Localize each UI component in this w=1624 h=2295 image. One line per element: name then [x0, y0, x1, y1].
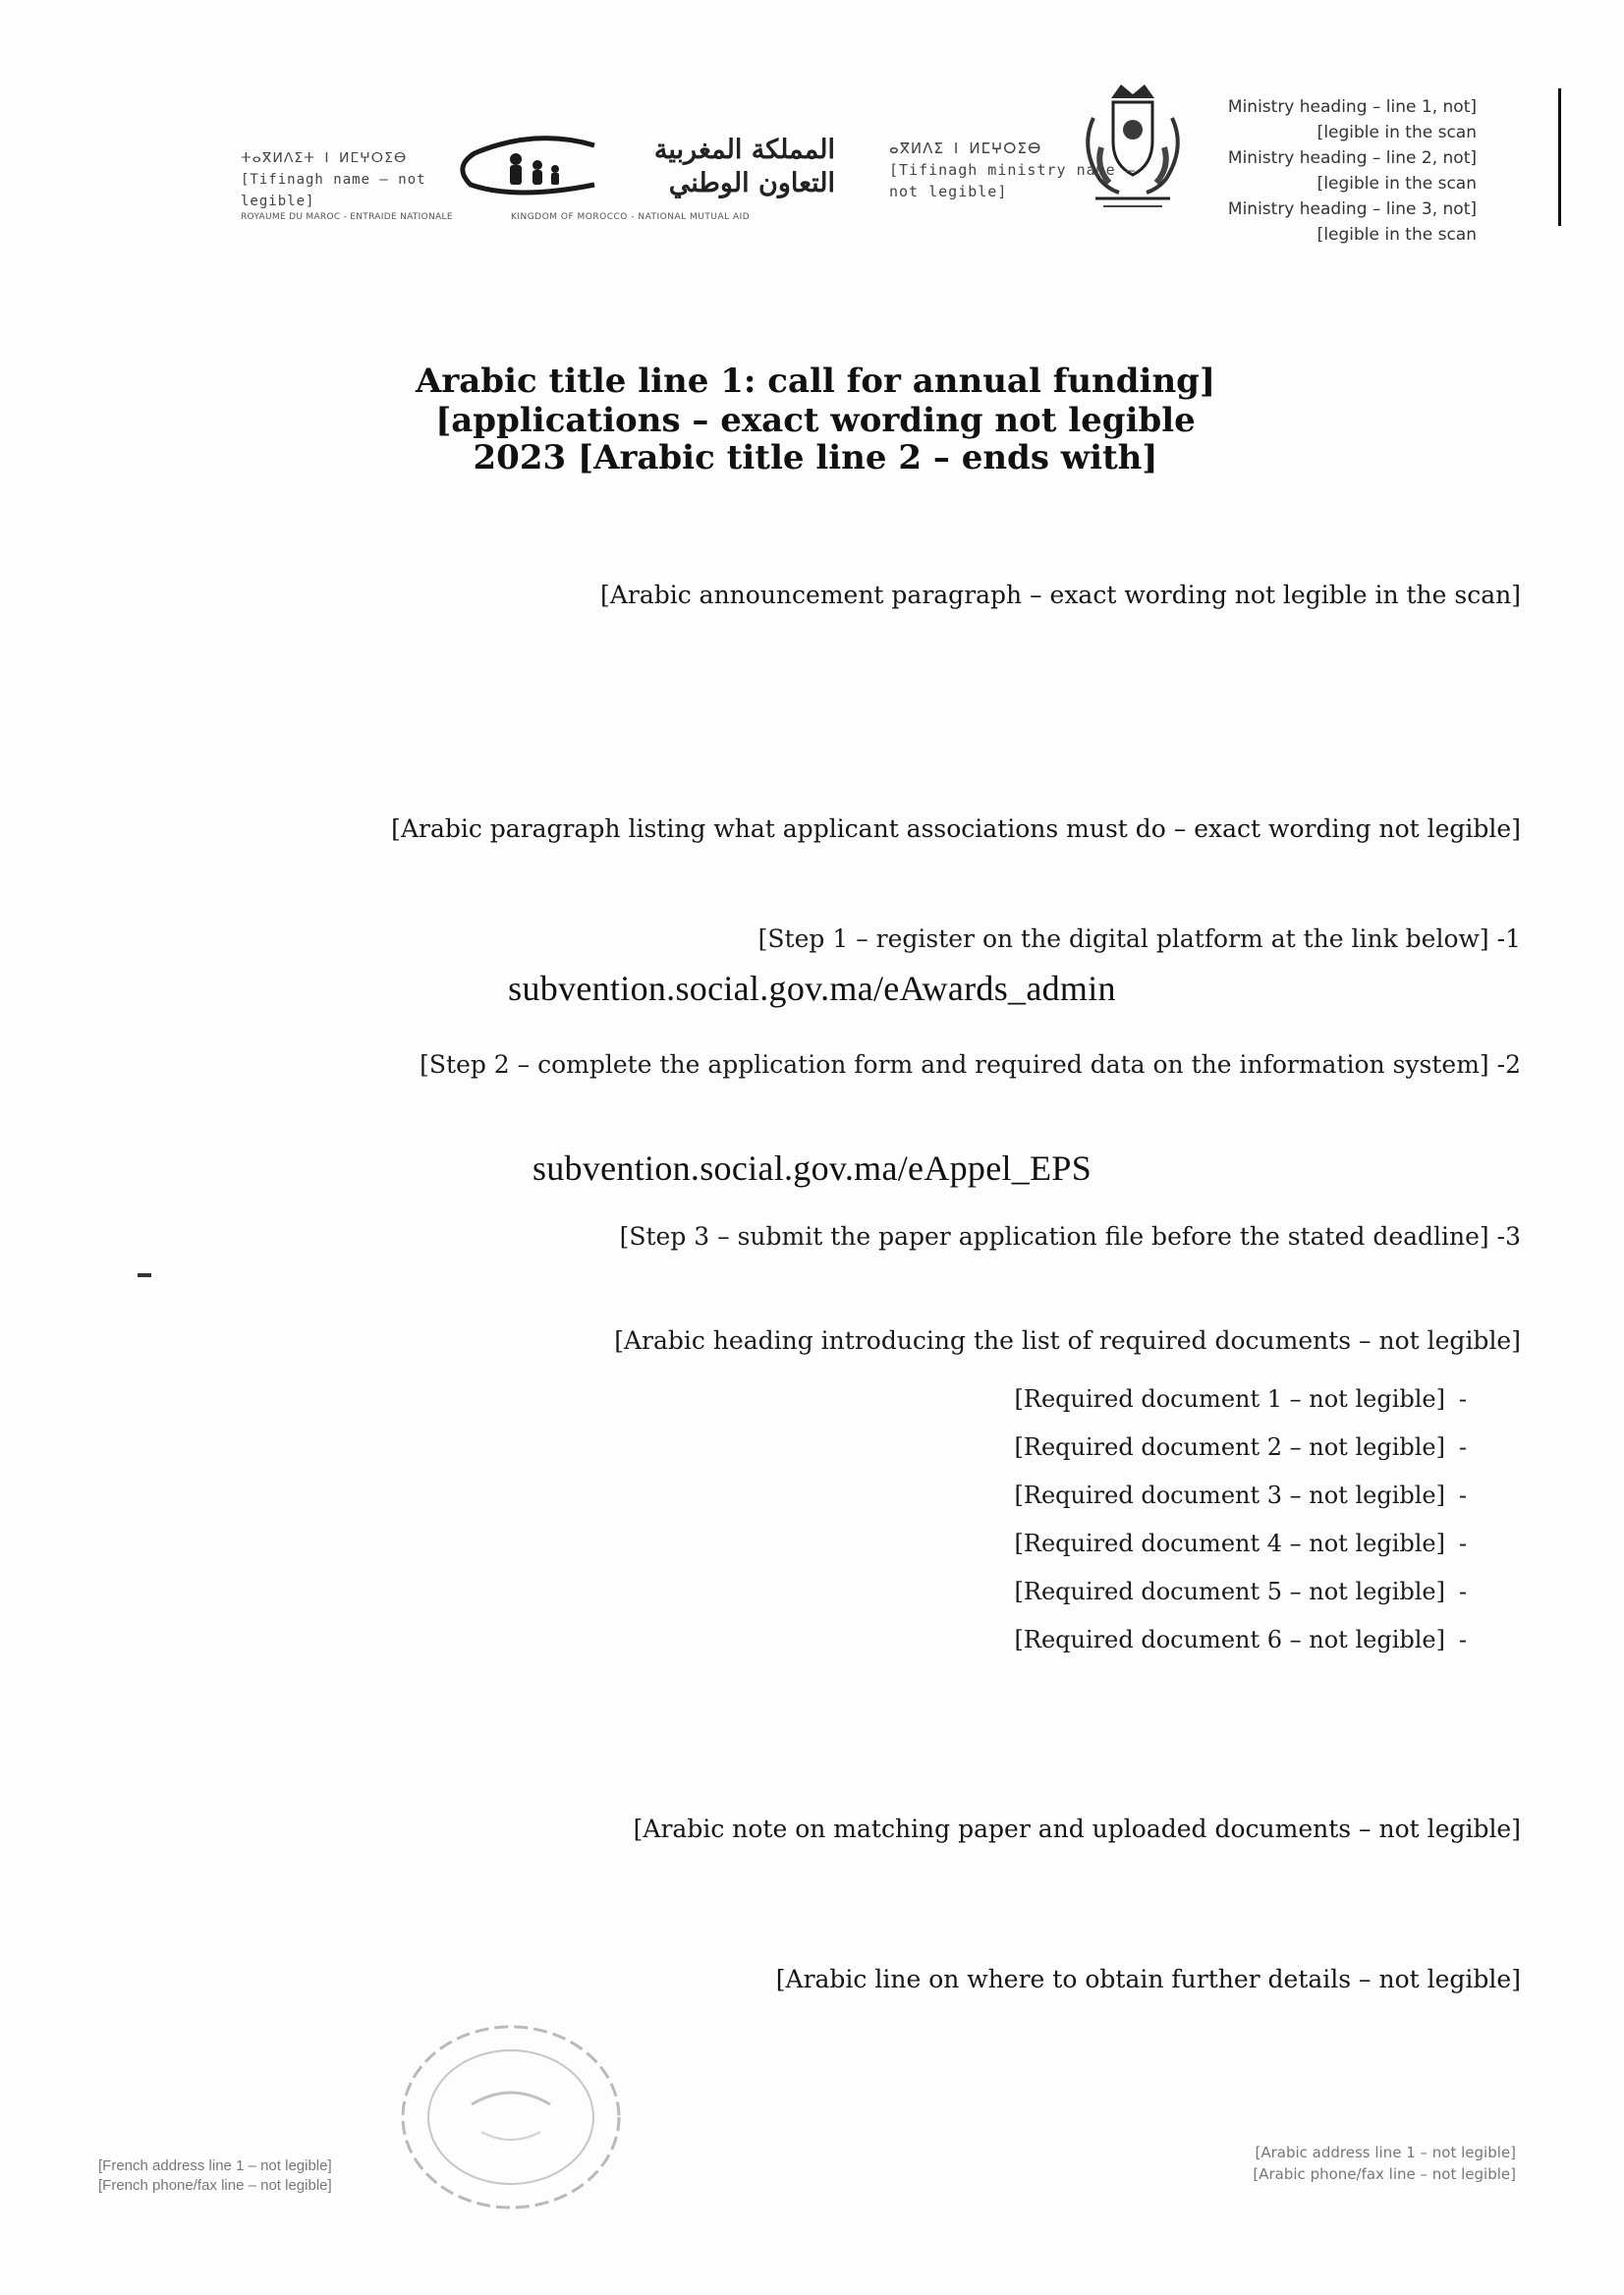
margin-mark	[138, 1273, 151, 1277]
link-eappel[interactable]: subvention.social.gov.ma/eAppel_EPS	[532, 1148, 1092, 1188]
footer-fr-line-1: [French address line 1 – not legible]	[98, 2157, 332, 2174]
mutual-aid-name-en: KINGDOM OF MOROCCO - NATIONAL MUTUAL AID	[511, 212, 751, 222]
ministry-line-3: [Ministry heading – line 3, not legible in the scan]	[1227, 199, 1477, 245]
step-3	[106, 1211, 1521, 1261]
document-item: - [Required document 3 – not legible]	[111, 1472, 1467, 1520]
closing-paragraph-1: [Arabic note on matching paper and uploaded documents – not legible]	[633, 1815, 1521, 1843]
amazigh-ministry-name	[889, 138, 1164, 202]
document-item: - [Required document 5 – not legible]	[111, 1568, 1467, 1616]
step-2-text: [Step 2 – complete the application form and required data on the information system]	[420, 1050, 1489, 1079]
announcement-title-line-1: [Arabic title line 1: call for annual funding applications – exact wording not legible]	[415, 362, 1216, 440]
footer-address-ar	[1093, 2142, 1516, 2185]
ministry-line-2: [Ministry heading – line 2, not legible in the scan]	[1227, 148, 1477, 194]
mutual-aid-line-2: التعاون الوطني	[668, 168, 835, 198]
mutual-aid-line-1: المملكة المغربية	[653, 135, 835, 165]
step-2	[106, 1039, 1521, 1090]
step-2-number: 2-	[1496, 1050, 1521, 1079]
step-3-text: [Step 3 – submit the paper application file before the stated deadline]	[619, 1222, 1489, 1251]
amazigh-line-1: ⴰⴳⵍⴷⵉ ⵏ ⵍⵎⵖⵔⵉⴱ	[889, 140, 1042, 157]
amazigh2-line-1: ⵜⴰⴳⵍⴷⵉⵜ ⵏ ⵍⵎⵖⵔⵉⴱ	[241, 150, 408, 166]
document-item: - [Required document 1 – not legible]	[111, 1375, 1467, 1424]
mutual-aid-name-ar	[619, 134, 835, 200]
footer-ar-line-2: [Arabic phone/fax line – not legible]	[1253, 2165, 1516, 2183]
step-1-text: [Step 1 – register on the digital platform at the link below]	[757, 924, 1489, 953]
amazigh-institution-name	[241, 147, 457, 212]
ministry-heading	[1221, 94, 1477, 248]
entraide-nationale-logo-icon	[447, 134, 614, 202]
amazigh2-line-2: [Tifinagh name – not legible]	[241, 172, 426, 209]
document-item: - [Required document 4 – not legible]	[111, 1520, 1467, 1568]
obligation-paragraph: [Arabic paragraph listing what applicant associations must do – exact wording not legible]	[391, 814, 1521, 843]
step-1-number: 1-	[1496, 924, 1521, 953]
institution-name-fr: ROYAUME DU MAROC - ENTRAIDE NATIONALE	[241, 212, 453, 222]
footer-address-fr	[98, 2156, 609, 2196]
footer-ar-line-1: [Arabic address line 1 – not legible]	[1255, 2144, 1516, 2161]
step-1	[106, 914, 1521, 964]
ministry-line-1: [Ministry heading – line 1, not legible in the scan]	[1227, 97, 1477, 142]
announcement-title-line-2: [Arabic title line 2 – ends with] 2023	[473, 438, 1158, 477]
footer-fr-line-2: [French phone/fax line – not legible]	[98, 2177, 332, 2194]
document-item: - [Required document 6 – not legible]	[111, 1616, 1467, 1664]
document-item: - [Required document 2 – not legible]	[111, 1424, 1467, 1472]
intro-paragraph: [Arabic announcement paragraph – exact wording not legible in the scan]	[600, 581, 1521, 609]
step-3-number: 3-	[1496, 1222, 1521, 1251]
documents-intro: [Arabic heading introducing the list of required documents – not legible]	[614, 1326, 1521, 1355]
closing-paragraph-2: [Arabic line on where to obtain further details – not legible]	[775, 1965, 1521, 1993]
required-documents-list	[111, 1375, 1467, 1664]
link-eawards[interactable]: subvention.social.gov.ma/eAwards_admin	[508, 969, 1116, 1008]
scan-edge-mark	[1558, 88, 1561, 226]
amazigh-line-2: [Tifinagh ministry name – not legible]	[889, 161, 1136, 200]
